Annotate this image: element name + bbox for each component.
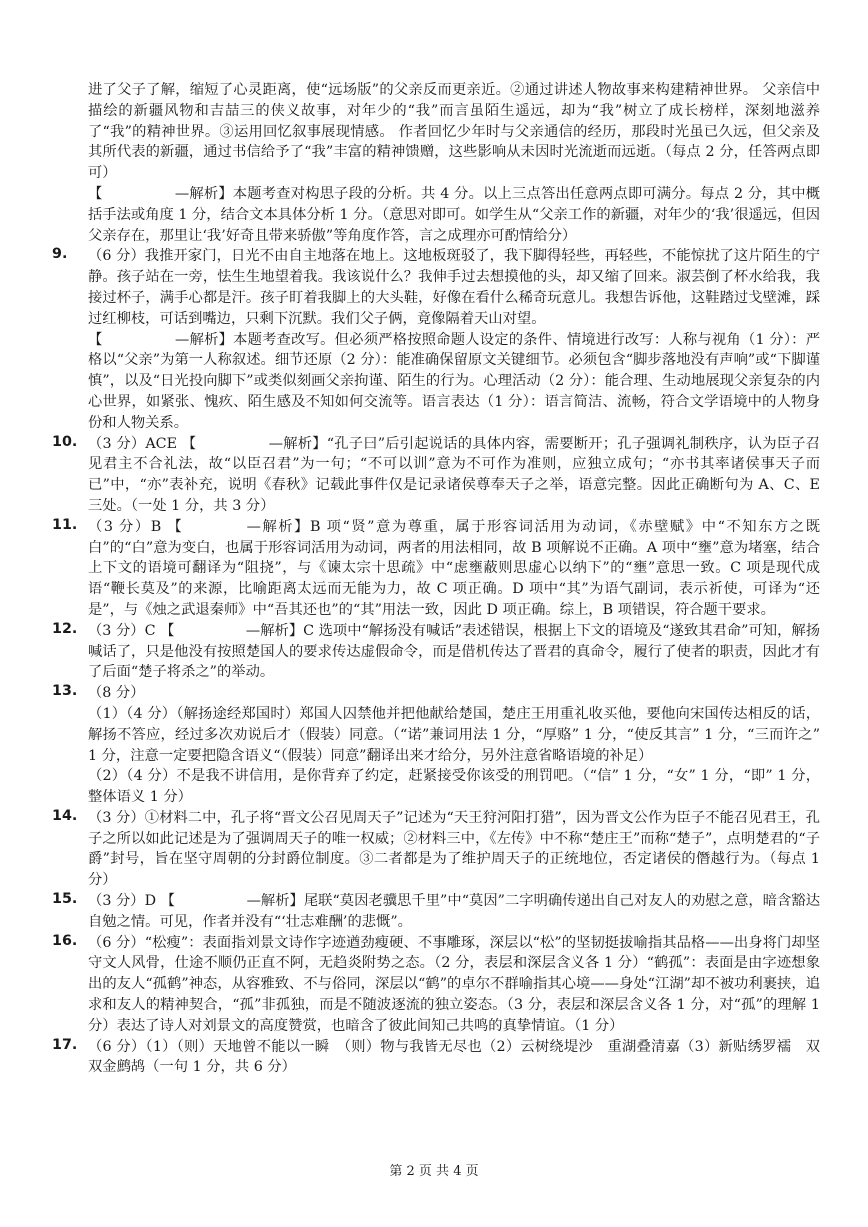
question-9 (52, 246, 820, 433)
intro-answer-text: 进了父子了解，缩短了心灵距离，使“远场版”的父亲反而更亲近。②通过讲述人物故事来构建精神世界。 父亲信中描绘的新疆风物和吉喆三的侠义故事，对年少的“我”而言虽陌生遥远，却为“我”树立了成长榜样，深刻地滋养了“我”的精神世界。③运用回忆叙事展现情感。 作者回忆少年时与父亲通信的经历，那段时光虽已久远，但父亲及其所代表的新疆，通过书信给予了“我”丰富的精神馈赠，这些影响从未因时光流逝而远逝。（每点 2 分，任答两点即可） (88, 82, 820, 182)
question-answer: （6 分）（1）（则）天地曾不能以一瞬 （则）物与我皆无尽也（2）云树绕堤沙 重湖叠清嘉（3）新贴绣罗襦 双双金鹧鸪（一句 1 分，共 6 分） (88, 1038, 820, 1076)
intro-block (80, 80, 820, 246)
question-14 (52, 807, 820, 891)
question-answer: （3 分）B 【 —解析】B 项“贤”意为尊重，属于形容词活用为动词，《赤壁赋》中“不知东方之既白”的“白”意为变白，也属于形容词活用为动词，两者的用法相同，故 B 项解说不正确。A 项中“壅”意为堵塞，结合上下文的语境可翻译为“阻挠”，与《谏太宗十思疏》中“虑壅蔽则思虚心以纳下”的“壅”意思一致。C 项是现代成语“鞭长莫及”的来源，比喻距离太远而无能为力，故 C 项正确。D 项中“其”为语气副词，表示祈使，可译为“还是”，与《烛之武退秦师》中“吾其还也”的“其”用法一致，因此 D 项正确。综上，B 项错误，符合题干要求。 (88, 518, 820, 618)
question-number: 11. (52, 516, 78, 533)
question-answer: （6 分）我推开家门，日光不由自主地落在地上。这地板斑驳了，我下脚得轻些，再轻些，不能惊扰了这片陌生的宁静。孩子站在一旁，怯生生地望着我。我该说什么？我伸手过去想摸他的头，却又缩了回来。淑芸倒了杯水给我，我接过杯子，满手心都是汗。孩子盯着我脚上的大头鞋，好像在看什么稀奇玩意儿。我想告诉他，这鞋踏过戈壁滩，踩过红柳枝，可话到嘴边，只剩下沉默。我们父子俩，竟像隔着天山对望。 (88, 248, 820, 327)
question-10 (52, 433, 820, 517)
question-15 (52, 891, 820, 933)
question-answer: （3 分）ACE 【 —解析】“孔子曰”后引起说话的具体内容，需要断开；孔子强调礼制秩序，认为臣子召见君主不合礼法，故“以臣召君”为一句；“不可以训”意为不可作为准则，应独立成句；“亦书其率诸侯事天子而已”中，“亦”表补充，说明《春秋》记载此事件仅是记录诸侯尊奉天子之举，语意完整。因此正确断句为 A、C、E 三处。（一处 1 分，共 3 分） (88, 435, 820, 514)
question-answer: （6 分）“松瘦”：表面指刘景文诗作字迹遒劲瘦硬、不事雕琢，深层以“松”的坚韧挺拔喻指其品格——出身将门却坚守文人风骨，仕途不顺仍正直不阿，无趋炎附势之态。（2 分，表层和深层含义各 1 分）“鹤孤”：表面是由字迹想象出的友人“孤鹤”神态，从容雅致、不与俗同，深层以“鹤”的卓尔不群喻指其心境——身处“江湖”却不被功利裹挟，追求和友人的精神契合，“孤”非孤独，而是不随波逐流的独立姿态。（3 分，表层和深层含义各 1 分，对“孤”的理解 1 分）表达了诗人对刘景文的高度赞赏，也暗含了彼此间知己共鸣的真挚情谊。（1 分） (88, 934, 820, 1034)
question-13 (52, 683, 820, 808)
question-number: 13. (52, 683, 78, 700)
question-number: 17. (52, 1036, 78, 1053)
question-head: （8 分） (88, 685, 145, 702)
question-11 (52, 516, 820, 621)
question-17 (52, 1036, 820, 1079)
question-part-2: （2）（4 分）不是我不讲信用，是你背弃了约定，赶紧接受你该受的刑罚吧。（“信” 1 分，“女” 1 分，“即” 1 分，整体语义 1 分） (88, 768, 820, 806)
question-12 (52, 620, 820, 683)
question-answer: （3 分）①材料二中，孔子将“晋文公召见周天子”记述为“天王狩河阳打猎”，因为晋文公作为臣子不能召见君王，孔子之所以如此记述是为了强调周天子的唯一权威；②材料三中，《左传》中不称“楚庄王”而称“楚子”，点明楚君的“子爵”封号，旨在坚守周朝的分封爵位制度。③二者都是为了维护周天子的正统地位，否定诸侯的僭越行为。（每点 1 分） (88, 809, 820, 889)
question-answer: （3 分）D 【 —解析】尾联“莫因老骥思千里”中“莫因”二字明确传递出自己对友人的劝慰之意，暗含豁达自勉之情。可见，作者并没有“‘壮志难酬’的悲慨”。 (88, 893, 820, 930)
question-number: 9. (52, 246, 68, 263)
intro-analysis-text: 【 —解析】本题考查对构思子段的分析。共 4 分。以上三点答出任意两点即可满分。每点 2 分，其中概括手法或角度 1 分，结合文本具体分析 1 分。（意思对即可。如学生从“父亲工作的新疆，对年少的‘我’很遥远，但因父亲存在，那里让‘我’好奇且带来骄傲”等角度作答，言之成理亦可酌情给分） (88, 185, 820, 244)
question-16 (52, 932, 820, 1037)
question-answer: （3 分）C 【 —解析】C 选项中“解扬没有喊话”表述错误，根据上下文的语境及“遂致其君命”可知，解扬喊话了，只是他没有按照楚国人的要求传达虚假命令，而是借机传达了晋君的真命令，履行了使者的职责，因此才有了后面“楚子将杀之”的举动。 (88, 622, 820, 681)
question-part-1: （1）（4 分）（解扬途经郑国时）郑国人囚禁他并把他献给楚国，楚庄王用重礼收买他，要他向宋国传达相反的话，解扬不答应，经过多次劝说后才（假装）同意。（“诺”兼词用法 1 分，“厚赂” 1 分，“使反其言” 1 分，“三而许之” 1 分，注意一定要把隐含语义“（假装）同意”翻译出来才给分，另外注意省略语境的补足） (88, 705, 820, 764)
question-analysis: 【 —解析】本题考查改写。但必须严格按照命题人设定的条件、情境进行改写：人称与视角（1 分）：严格以“父亲”为第一人称叙述。细节还原（2 分）：能准确保留原文关键细节。必须包含“脚步落地没有声响”或“下脚谨慎”，以及“日光投向脚下”或类似刻画父亲拘谨、陌生的行为。心理活动（2 分）：能合理、生动地展现父亲复杂的内心世界，如紧张、愧疚、陌生感及不知如何交流等。语言表达（1 分）：语言简洁、流畅，符合文学语境中的人物身份和人物关系。 (88, 331, 820, 431)
question-number: 12. (52, 620, 78, 637)
page-footer: 第 2 页 共 4 页 (389, 1164, 479, 1179)
question-number: 14. (52, 807, 78, 824)
question-number: 10. (52, 433, 78, 450)
question-number: 15. (52, 891, 78, 908)
question-number: 16. (52, 932, 78, 949)
